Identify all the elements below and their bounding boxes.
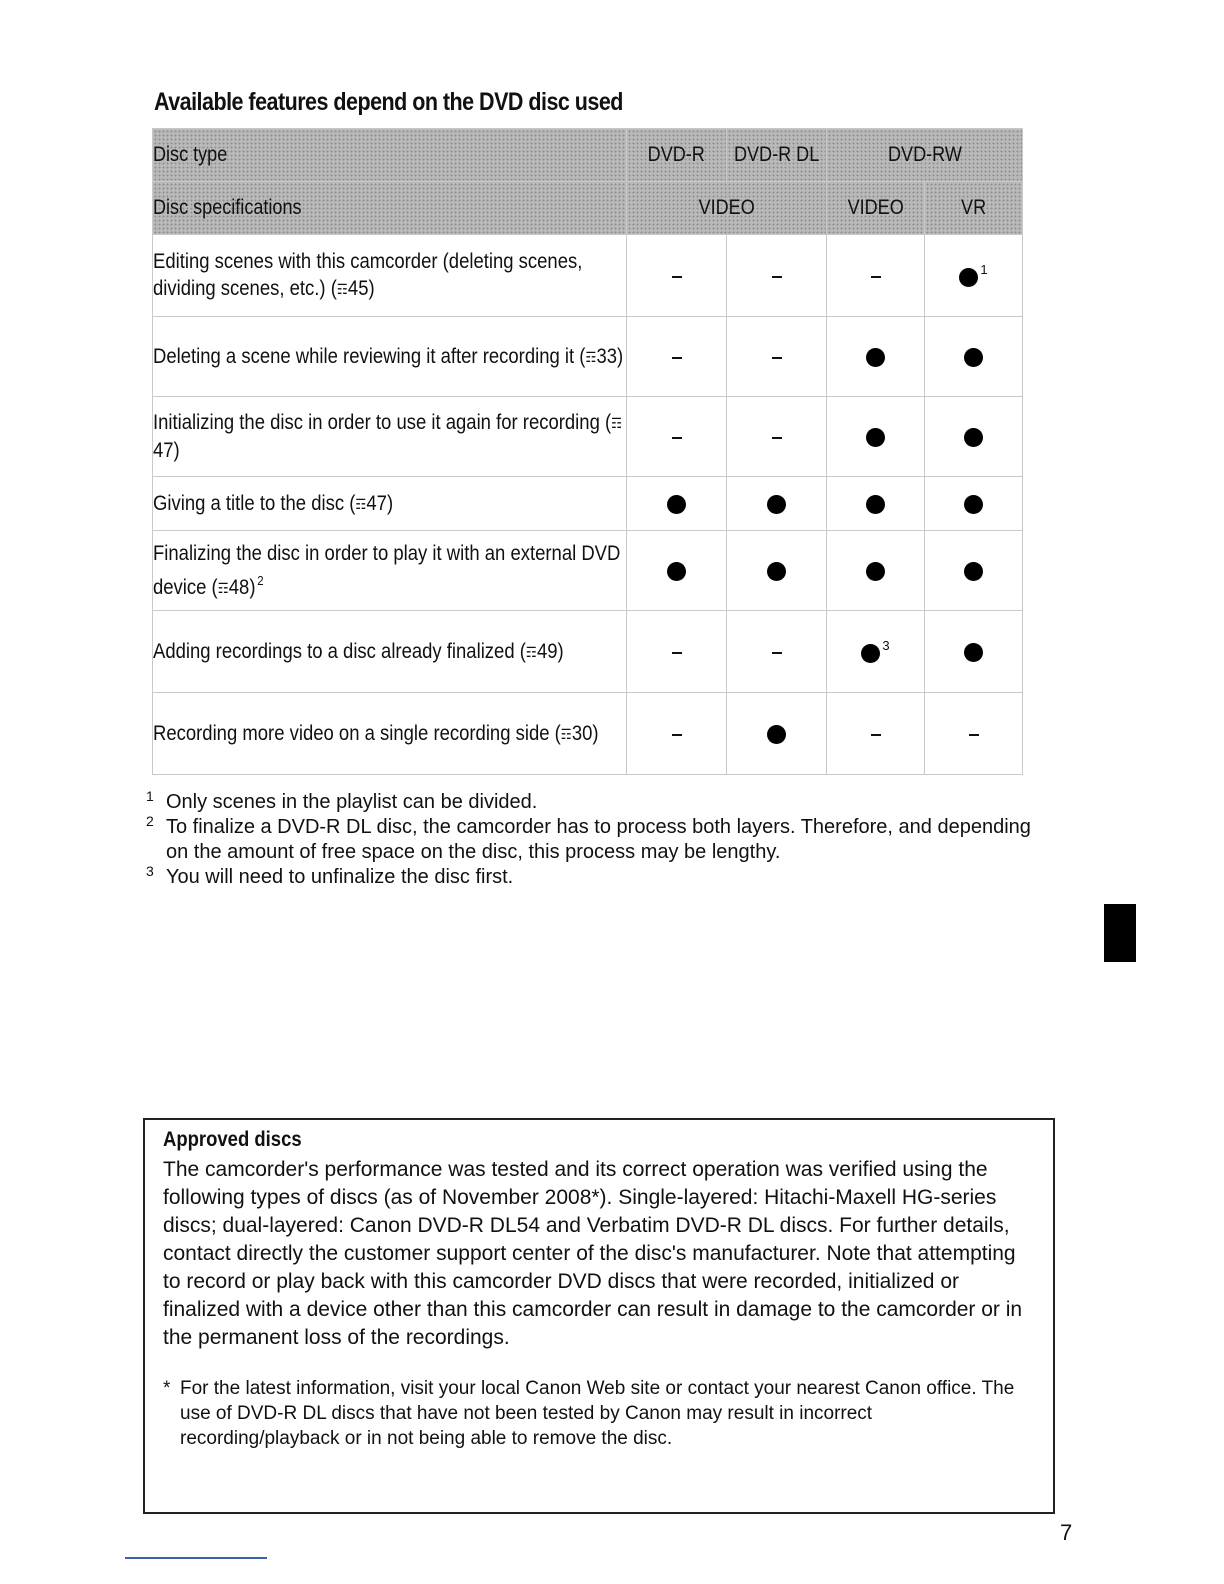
availability-mark [727,477,827,531]
availability-mark [727,693,827,775]
not-supported-dash [672,276,682,278]
supported-dot-icon [667,495,686,514]
supported-dot-icon [959,268,978,287]
disc-type-dvd-r: DVD-R [627,129,727,182]
availability-mark [827,397,925,477]
not-supported-dash [772,276,782,278]
book-icon: ☶ [336,281,348,297]
table-row [153,317,1023,397]
table-row [153,611,1023,693]
supported-dot-icon [767,495,786,514]
availability-mark [925,477,1023,531]
footnote: 2 To finalize a DVD-R DL disc, the camcorder has to process both layers. Therefore, and depending on the amount of free space on the disc, this process may be lengthy. [146,813,1031,863]
approved-discs-title: Approved discs [163,1128,302,1151]
supported-dot-icon [866,348,885,367]
book-icon: ☶ [525,643,537,660]
supported-dot-icon [964,562,983,581]
spec-video-dvd-rw: VIDEO [827,182,925,235]
supported-dot-icon [767,562,786,581]
footnote: 1 Only scenes in the playlist can be divided. [146,788,538,813]
supported-dot-icon [964,348,983,367]
availability-mark [627,693,727,775]
availability-mark [827,477,925,531]
book-icon: ☶ [560,725,572,742]
availability-mark [727,531,827,611]
note-asterisk: * [163,1378,171,1399]
bottom-rule [125,1557,267,1559]
supported-dot-icon [964,643,983,662]
book-icon: ☶ [611,415,623,431]
availability-mark [925,531,1023,611]
table-row [153,477,1023,531]
availability-mark [925,693,1023,775]
availability-mark [925,397,1023,477]
disc-type-header: Disc type [153,129,627,182]
page-number: 7 [1060,1520,1073,1545]
book-icon: ☶ [217,579,229,596]
feature-cell: Adding recordings to a disc already finalized (☶49) [153,611,627,693]
feature-cell: Editing scenes with this camcorder (deleting scenes, dividing scenes, etc.) (☶45) [153,235,627,317]
disc-type-dvd-r-dl: DVD-R DL [727,129,827,182]
spec-video-dvd-r: VIDEO [627,182,827,235]
spec-vr-dvd-rw: VR [925,182,1023,235]
availability-mark [727,397,827,477]
features-table [152,128,1023,775]
availability-mark [827,531,925,611]
supported-dot-icon [866,428,885,447]
table-row [153,397,1023,477]
book-icon: ☶ [355,495,367,512]
availability-mark [627,397,727,477]
table-row [153,693,1023,775]
availability-mark [627,477,727,531]
disc-spec-row [153,182,1023,235]
availability-mark [827,317,925,397]
availability-mark [627,611,727,693]
availability-mark [727,611,827,693]
note-text: For the latest information, visit your local Canon Web site or contact your nearest Canon office. The use of DVD-R DL discs that have not been tested by Canon may result in incorrect recording/playback or in not being able to remove the disc. [180,1378,1015,1449]
availability-mark [627,235,727,317]
not-supported-dash [772,437,782,439]
footnotes [146,790,1046,890]
supported-dot-icon [667,562,686,581]
not-supported-dash [772,652,782,654]
table-row [153,235,1023,317]
table-row [153,531,1023,611]
supported-dot-icon [964,428,983,447]
availability-mark: 1 [925,235,1023,317]
not-supported-dash [871,734,881,736]
supported-dot-icon [964,495,983,514]
feature-cell: Initializing the disc in order to use it again for recording (☶47) [153,397,627,477]
footnote: 3 You will need to unfinalize the disc first. [146,863,514,888]
availability-mark [727,235,827,317]
availability-mark [627,531,727,611]
section-tab-marker [1104,904,1136,962]
approved-discs-box [143,1118,1055,1514]
not-supported-dash [672,652,682,654]
disc-spec-header: Disc specifications [153,182,627,235]
availability-mark [925,317,1023,397]
availability-mark [925,611,1023,693]
approved-discs-note [163,1376,1033,1451]
supported-dot-icon [767,725,786,744]
not-supported-dash [871,276,881,278]
page-title: Available features depend on the DVD disc used [154,88,623,116]
not-supported-dash [772,357,782,359]
feature-cell: Finalizing the disc in order to play it with an external DVD device (☶48) $^2$ [153,531,627,611]
supported-dot-icon [866,562,885,581]
feature-cell: Deleting a scene while reviewing it after recording it (☶33) [153,317,627,397]
availability-mark [827,235,925,317]
feature-cell: Giving a title to the disc (☶47) [153,477,627,531]
availability-mark [827,693,925,775]
not-supported-dash [672,437,682,439]
feature-cell: Recording more video on a single recording side (☶30) [153,693,627,775]
disc-type-dvd-rw: DVD-RW [827,129,1023,182]
book-icon: ☶ [585,348,597,365]
disc-type-row [153,129,1023,182]
approved-discs-body: The camcorder's performance was tested and its correct operation was verified using the following types of discs (as of November 2008*). Single-layered: Hitachi-Maxell HG-series discs; dual-layered: Canon DVD-R DL54 and Verbatim DVD-R DL discs. For further details, contact directly the customer support center of the disc's manufacturer. Note that attempting to record or play back with this camcorder DVD discs that were recorded, initialized or finalized with a device other than this camcorder can result in damage to the camcorder or in the permanent loss of the recordings. [163,1158,1023,1349]
availability-mark [727,317,827,397]
supported-dot-icon [861,644,880,663]
supported-dot-icon [866,495,885,514]
not-supported-dash [969,734,979,736]
not-supported-dash [672,734,682,736]
availability-mark: 3 [827,611,925,693]
not-supported-dash [672,357,682,359]
availability-mark [627,317,727,397]
